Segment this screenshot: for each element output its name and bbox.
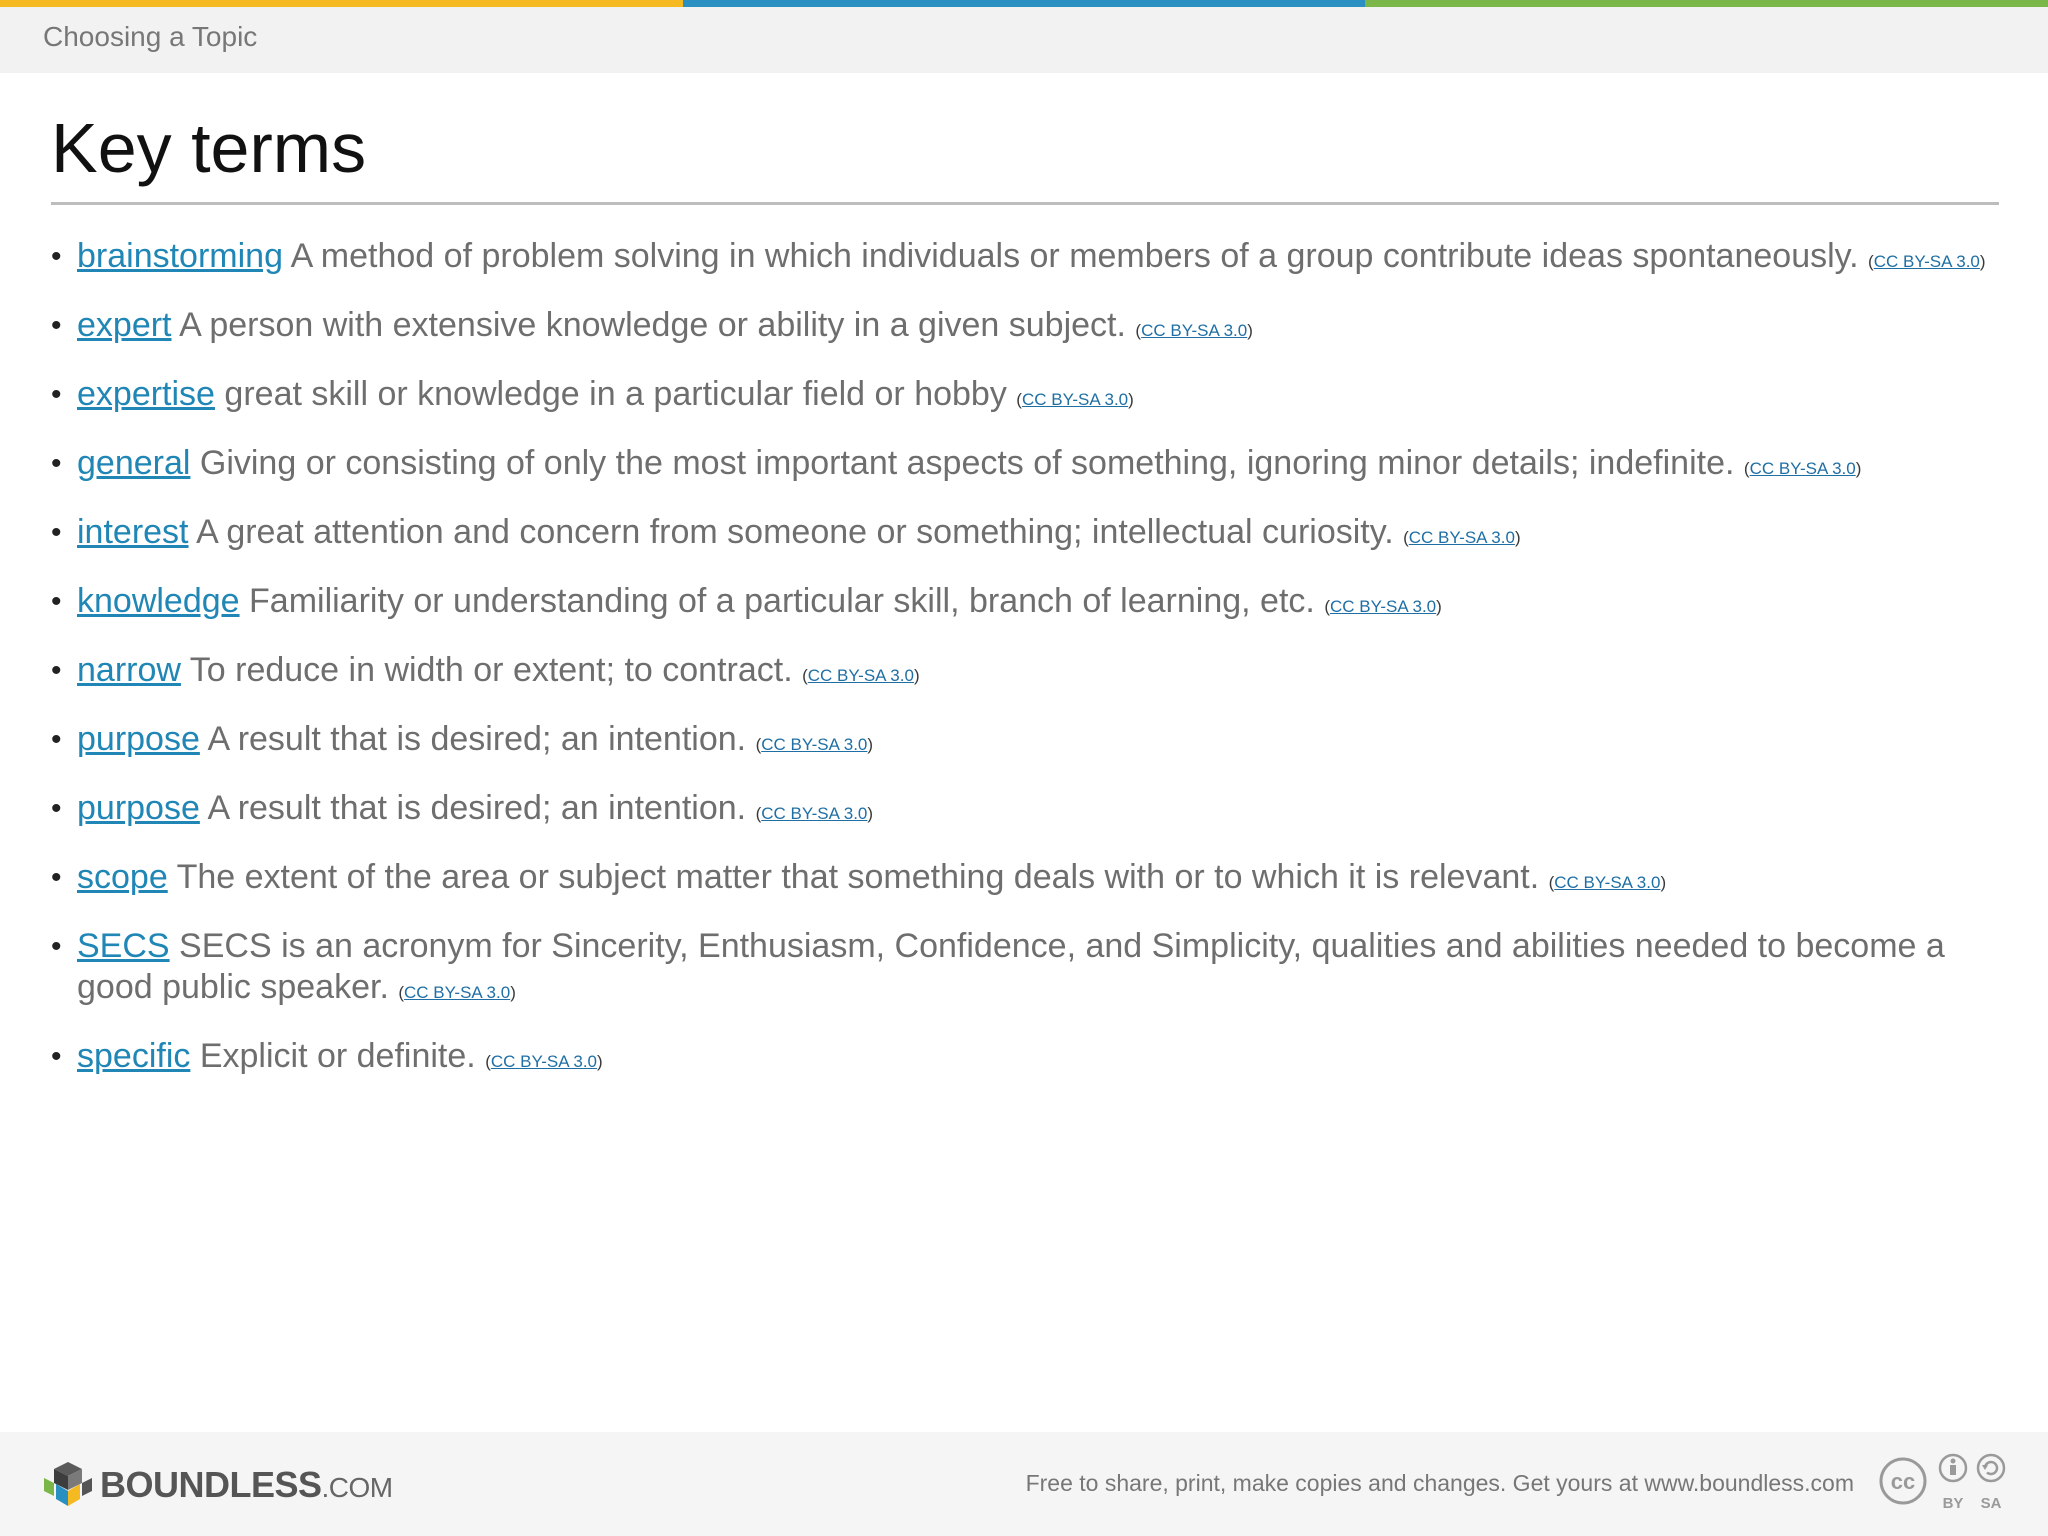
license-link[interactable]: CC BY-SA 3.0 bbox=[1873, 252, 1980, 271]
header-title: Choosing a Topic bbox=[43, 21, 258, 52]
term-definition: great skill or knowledge in a particular field or hobby bbox=[224, 375, 1007, 413]
license-link[interactable]: CC BY-SA 3.0 bbox=[1554, 873, 1661, 892]
license-citation: (CC BY-SA 3.0) bbox=[1135, 321, 1253, 340]
key-term-item bbox=[51, 1036, 2011, 1082]
license-link[interactable]: CC BY-SA 3.0 bbox=[761, 804, 868, 823]
license-citation: (CC BY-SA 3.0) bbox=[398, 983, 516, 1002]
bullet-icon: • bbox=[51, 516, 62, 549]
license-citation: (CC BY-SA 3.0) bbox=[1548, 873, 1667, 892]
license-citation: (CC BY-SA 3.0) bbox=[1324, 597, 1442, 616]
bullet-icon: • bbox=[51, 447, 62, 480]
license-link[interactable]: CC BY-SA 3.0 bbox=[1021, 390, 1129, 409]
key-term-item bbox=[51, 305, 2011, 351]
term-definition: The extent of the area or subject matter that something deals with or to which it is relevant. bbox=[176, 858, 1540, 896]
term-definition: A person with extensive knowledge or ability in a given subject. bbox=[179, 306, 1126, 344]
key-term-item bbox=[51, 788, 2011, 834]
term-definition: Giving or consisting of only the most important aspects of something, ignoring minor details; indefinite. bbox=[199, 444, 1735, 482]
sa-label: SA bbox=[1980, 1495, 2002, 1512]
license-link[interactable]: CC BY-SA 3.0 bbox=[1141, 321, 1248, 340]
bullet-icon: • bbox=[51, 585, 62, 618]
key-term-item bbox=[51, 719, 2011, 765]
license-link[interactable]: CC BY-SA 3.0 bbox=[1408, 528, 1515, 547]
license-citation: (CC BY-SA 3.0) bbox=[755, 735, 874, 754]
license-citation: (CC BY-SA 3.0) bbox=[1743, 459, 1862, 478]
license-citation: (CC BY-SA 3.0) bbox=[1403, 528, 1521, 547]
key-term-item bbox=[51, 650, 2011, 696]
license-link[interactable]: CC BY-SA 3.0 bbox=[761, 735, 868, 754]
bullet-icon: • bbox=[51, 378, 62, 411]
key-term-item bbox=[51, 443, 2011, 489]
by-label: BY bbox=[1942, 1495, 1964, 1512]
bullet-icon: • bbox=[51, 792, 62, 825]
term-definition: Familiarity or understanding of a particular skill, branch of learning, etc. bbox=[249, 582, 1315, 620]
license-citation: (CC BY-SA 3.0) bbox=[802, 666, 920, 685]
term-link[interactable]: brainstorming bbox=[77, 237, 283, 275]
key-term-item bbox=[51, 926, 2011, 1013]
license-link[interactable]: CC BY-SA 3.0 bbox=[490, 1052, 598, 1071]
term-definition: A great attention and concern from someone or something; intellectual curiosity. bbox=[196, 513, 1394, 551]
top-color-bar bbox=[0, 0, 2048, 7]
license-link[interactable]: CC BY-SA 3.0 bbox=[1749, 459, 1856, 478]
term-link[interactable]: scope bbox=[77, 858, 168, 896]
term-definition: To reduce in width or extent; to contract. bbox=[189, 651, 793, 689]
share-alike-icon bbox=[1978, 1455, 2004, 1481]
license-citation: (CC BY-SA 3.0) bbox=[1868, 252, 1986, 271]
term-link[interactable]: interest bbox=[77, 513, 189, 551]
term-link[interactable]: purpose bbox=[77, 720, 200, 758]
key-term-item bbox=[51, 374, 2011, 420]
logo-wordmark: BOUNDLESS bbox=[100, 1464, 322, 1505]
term-link[interactable]: expertise bbox=[77, 375, 215, 413]
term-definition: A method of problem solving in which individuals or members of a group contribute ideas spontaneously. bbox=[290, 237, 1859, 275]
bullet-icon: • bbox=[51, 654, 62, 687]
term-definition: Explicit or definite. bbox=[199, 1037, 476, 1075]
term-definition: A result that is desired; an intention. bbox=[207, 720, 747, 758]
logo-suffix: .COM bbox=[321, 1472, 393, 1503]
license-citation: (CC BY-SA 3.0) bbox=[485, 1052, 603, 1071]
term-link[interactable]: purpose bbox=[77, 789, 200, 827]
footer-share-note: Free to share, print, make copies and changes. Get yours at www.boundless.com bbox=[1025, 1470, 1854, 1496]
creative-commons-icon bbox=[1878, 1452, 2008, 1514]
term-link[interactable]: knowledge bbox=[77, 582, 240, 620]
term-definition: A result that is desired; an intention. bbox=[207, 789, 747, 827]
header-band bbox=[0, 7, 2048, 73]
footer bbox=[0, 1432, 2048, 1536]
cc-license-badges[interactable] bbox=[1878, 1452, 2008, 1514]
key-term-item bbox=[51, 581, 2011, 627]
bullet-icon: • bbox=[51, 309, 62, 342]
bullet-icon: • bbox=[51, 861, 62, 894]
attribution-icon bbox=[1940, 1455, 1966, 1481]
color-bar-green bbox=[1365, 0, 2048, 7]
term-link[interactable]: general bbox=[77, 444, 191, 482]
term-link[interactable]: specific bbox=[77, 1037, 191, 1075]
color-bar-orange bbox=[0, 0, 683, 7]
license-link[interactable]: CC BY-SA 3.0 bbox=[807, 666, 914, 685]
cube-logo-icon bbox=[42, 1460, 94, 1510]
bullet-icon: • bbox=[51, 723, 62, 756]
bullet-icon: • bbox=[51, 930, 62, 963]
term-link[interactable]: expert bbox=[77, 306, 172, 344]
term-link[interactable]: narrow bbox=[77, 651, 181, 689]
boundless-logo[interactable] bbox=[42, 1460, 393, 1510]
term-link[interactable]: SECS bbox=[77, 927, 170, 965]
title-divider bbox=[51, 202, 1999, 205]
license-link[interactable]: CC BY-SA 3.0 bbox=[1329, 597, 1437, 616]
key-term-item bbox=[51, 512, 2011, 558]
page-title: Key terms bbox=[51, 109, 367, 187]
term-definition: SECS is an acronym for Sincerity, Enthusiasm, Confidence, and Simplicity, qualities and abilities needed to become a good public speaker. bbox=[77, 927, 1945, 1006]
svg-text:cc: cc bbox=[1890, 1469, 1916, 1494]
color-bar-blue bbox=[683, 0, 1366, 7]
license-citation: (CC BY-SA 3.0) bbox=[1016, 390, 1134, 409]
key-term-item bbox=[51, 857, 2011, 903]
license-link[interactable]: CC BY-SA 3.0 bbox=[404, 983, 511, 1002]
bullet-icon: • bbox=[51, 1040, 62, 1073]
key-term-item bbox=[51, 236, 2011, 282]
license-citation: (CC BY-SA 3.0) bbox=[755, 804, 874, 823]
key-terms-list bbox=[51, 236, 2011, 1105]
bullet-icon: • bbox=[51, 240, 62, 273]
